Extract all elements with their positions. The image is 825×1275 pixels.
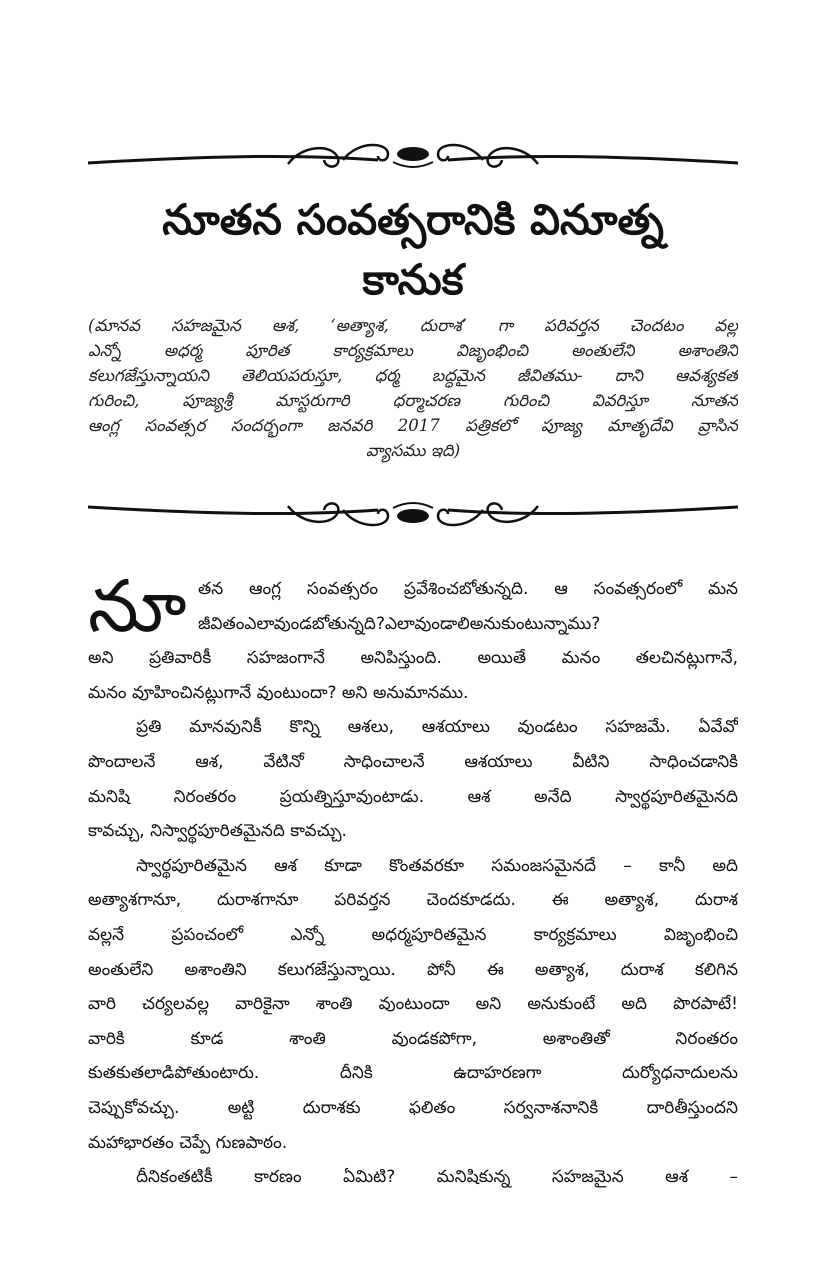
- bottom-ornament-divider: [88, 492, 738, 532]
- body-line: పొందాలనే ఆశ, వేటినో సాధించాలనే ఆశయాలు వీటిని సాధించడానికి: [88, 751, 738, 772]
- body-line: వారికి కూడ శాంతి వుండకపోగా, అశాంతితో నిరంతరం: [88, 1028, 738, 1049]
- body-line: మనిషి నిరంతరం ప్రయత్నిస్తూవుంటాడు. ఆశ అనేది స్వార్థపూరితమైనది: [88, 786, 738, 807]
- article-title-line-2: కానుక: [362, 255, 464, 304]
- article-title-line-1: నూతన సంవత్సరానికి వినూత్న: [162, 195, 664, 244]
- body-line: అని ప్రతివారికీ సహజంగానే అనిపిస్తుంది. అయితే మనం తలచినట్లుగానే,: [88, 648, 738, 669]
- body-line: ప్రతి మానవునికీ కొన్ని ఆశలు, ఆశయాలు వుండటం సహజమే. ఏవేవో: [136, 717, 738, 738]
- body-line: అత్యాశగానూ, దురాశగానూ పరివర్తన చెందకూడదు. ఈ అత్యాశ, దురాశ: [88, 890, 738, 911]
- body-line: కుతకుతలాడిపోతుంటారు. దీనికి ఉదాహరణగా దుర్యోధనాదులను: [88, 1063, 738, 1084]
- subtitle-line: గురించి, పూజ్యశ్రీ మాస్టరుగారి ధర్మాచరణ గురించి వివరిస్తూ నూతన: [88, 391, 738, 410]
- body-line: కావచ్చు, నిస్వార్థపూరితమైనది కావచ్చు.: [88, 821, 347, 842]
- body-line: దీనికంతటికీ కారణం ఏమిటి? మనిషికున్న సహజమైన ఆశ –: [136, 1167, 738, 1188]
- body-line: తన ఆంగ్ల సంవత్సరం ప్రవేశించబోతున్నది. ఆ సంవత్సరంలో మన: [198, 579, 738, 599]
- body-line: వల్లనే ప్రపంచంలో ఎన్నో అధర్మపూరితమైన కార్యక్రమాలు విజృంభించి: [88, 924, 738, 945]
- body-line: జీవితంఎలావుండబోతున్నది?ఎలావుండాలిఅనుకుంటున్నాము?: [198, 613, 601, 634]
- body-line: మనం వూహించినట్లుగానే వుంటుందా? అని అనుమానము.: [88, 682, 469, 703]
- body-line: అంతులేని అశాంతిని కలుగజేస్తున్నాయి. పోనీ ఈ అత్యాశ, దురాశ కలిగిన: [88, 959, 738, 980]
- subtitle-line: కలుగజేస్తున్నాయని తెలియపరుస్తూ, ధర్మ బద్ధమైన జీవితము- దాని ఆవశ్యకత: [88, 366, 738, 385]
- subtitle-line: (మానవ సహజమైన ఆశ, ‘అత్యాశ, దురాశ’ గా పరివర్తన చెందటం వల్ల: [88, 316, 738, 335]
- drop-cap: నూ: [88, 564, 187, 648]
- body-line: చెప్పుకోవచ్చు. అట్టి దురాశకు ఫలితం సర్వనాశనానికి దారితీస్తుందని: [88, 1097, 738, 1118]
- subtitle-line: ఎన్నో అధర్మ పూరిత కార్యక్రమాలు విజృంభించి అంతులేని అశాంతిని: [88, 341, 738, 360]
- article-body: [88, 564, 738, 1195]
- opening-paragraph-start: [88, 564, 738, 648]
- body-line: స్వార్థపూరితమైన ఆశ కూడా కొంతవరకూ సమంజసమైనదే – కానీ అది: [136, 855, 738, 876]
- body-line: వారి చర్యలవల్ల వారికైనా శాంతి వుంటుందా అని అనుకుంటే అది పొరపాటే!: [88, 994, 738, 1015]
- body-line: మహాభారతం చెప్పే గుణపాఠం.: [88, 1132, 288, 1153]
- subtitle-line: వ్యాసము ఇది): [365, 441, 461, 460]
- subtitle-line: ఆంగ్ల సంవత్సర సందర్భంగా జనవరి 2017 పత్రికలో పూజ్య మాతృదేవి వ్రాసిన: [88, 416, 738, 435]
- article-subtitle: [88, 313, 738, 463]
- top-ornament-divider: [88, 138, 738, 178]
